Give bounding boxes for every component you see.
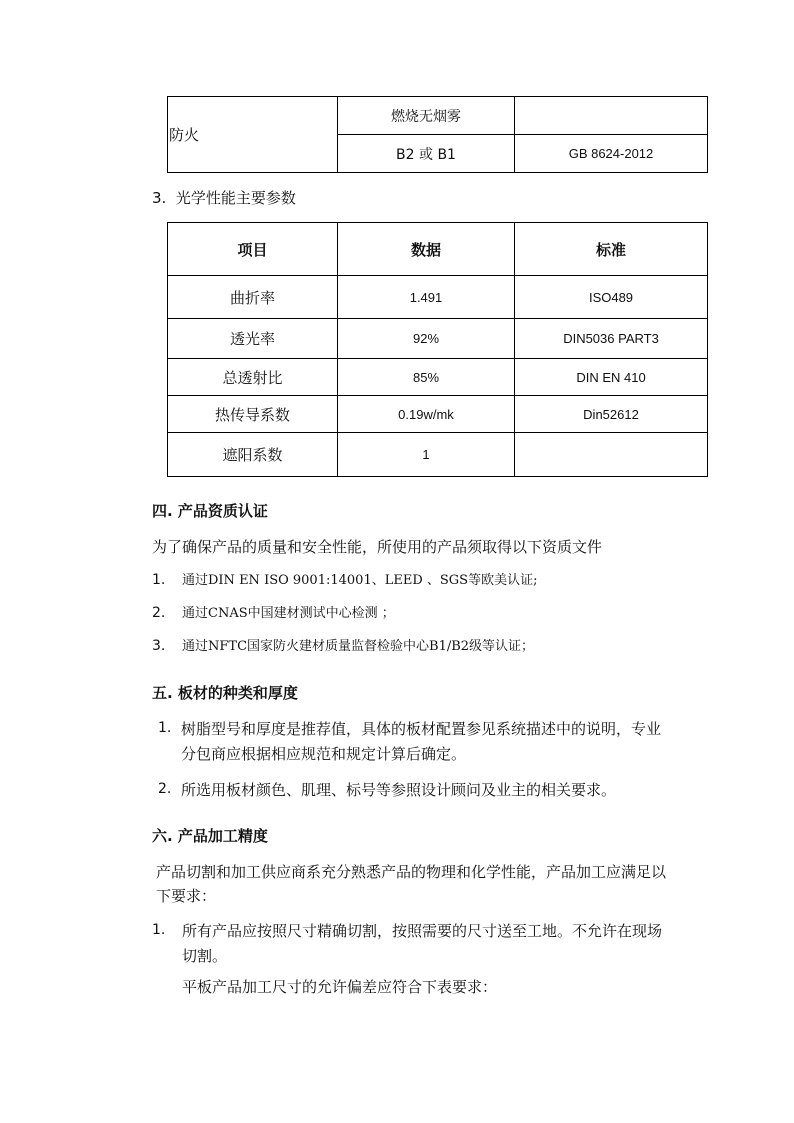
list-item: 所选用板材颜色、肌理、标号等参照设计顾问及业主的相关要求。: [181, 781, 617, 799]
table-cell: 热传导系数: [168, 396, 338, 433]
list-item-num: 1.: [152, 572, 166, 588]
table-row: [168, 396, 708, 433]
list-item: 平板产品加工尺寸的允许偏差应符合下表要求：: [182, 978, 498, 996]
table-cell: Din52612: [515, 396, 708, 433]
list-item-num: 1.: [152, 922, 166, 938]
table-cell: 0.19w/mk: [338, 396, 515, 433]
optical-heading: [152, 188, 296, 208]
fire-cell: 燃烧无烟雾: [338, 97, 515, 135]
table-cell: 总透射比: [168, 359, 338, 396]
list-item: 通过CNAS中国建材测试中心检测 ；: [182, 606, 395, 621]
section5-title: 五. 板材的种类和厚度: [152, 684, 298, 702]
table-row: [168, 433, 708, 477]
table-cell: 1: [338, 433, 515, 477]
section4-intro: 为了确保产品的质量和安全性能，所使用的产品须取得以下资质文件: [152, 538, 603, 556]
list-item: 所有产品应按照尺寸精确切割，按照需要的尺寸送至工地。不允许在现场: [182, 922, 663, 940]
list-item-num: 1.: [158, 720, 172, 736]
section6-intro: 下要求：: [156, 887, 217, 905]
list-item: 通过DIN EN ISO 9001:14001、LEED 、SGS等欧美认证;: [182, 573, 538, 588]
table-header: 标准: [515, 223, 708, 276]
list-item-num: 2.: [152, 605, 166, 621]
table-row: [168, 359, 708, 396]
table-row: [168, 276, 708, 319]
table-cell: 透光率: [168, 319, 338, 359]
optical-heading-num: 3.: [152, 189, 167, 207]
optical-table: [167, 222, 708, 477]
optical-heading-text: 光学性能主要参数: [175, 189, 296, 207]
list-item-num: 3.: [152, 638, 166, 654]
table-header: 项目: [168, 223, 338, 276]
list-item: 分包商应根据相应规范和规定计算后确定。: [181, 745, 467, 763]
list-item: 树脂型号和厚度是推荐值，具体的板材配置参见系统描述中的说明，专业: [181, 720, 662, 738]
fire-row-label: 防火: [168, 97, 338, 173]
table-header: 数据: [338, 223, 515, 276]
list-item: 通过NFTC国家防火建材质量监督检验中心B1/B2级等认证；: [182, 639, 535, 654]
list-item: 切割。: [182, 947, 228, 965]
table-cell: [515, 433, 708, 477]
table-cell: 85%: [338, 359, 515, 396]
section6-intro: 产品切割和加工供应商系充分熟悉产品的物理和化学性能，产品加工应满足以: [156, 863, 667, 881]
table-cell: ISO489: [515, 276, 708, 319]
table-cell: DIN5036 PART3: [515, 319, 708, 359]
fire-table: [167, 96, 708, 173]
fire-cell: B2 或 B1: [338, 135, 515, 173]
list-item-num: 2.: [158, 781, 172, 797]
table-row: [168, 319, 708, 359]
section4-title: 四. 产品资质认证: [152, 502, 268, 520]
table-cell: 曲折率: [168, 276, 338, 319]
section6-title: 六. 产品加工精度: [152, 827, 268, 845]
fire-cell: [515, 97, 708, 135]
table-cell: 92%: [338, 319, 515, 359]
table-cell: DIN EN 410: [515, 359, 708, 396]
table-cell: 1.491: [338, 276, 515, 319]
table-cell: 遮阳系数: [168, 433, 338, 477]
fire-cell: GB 8624-2012: [515, 135, 708, 173]
